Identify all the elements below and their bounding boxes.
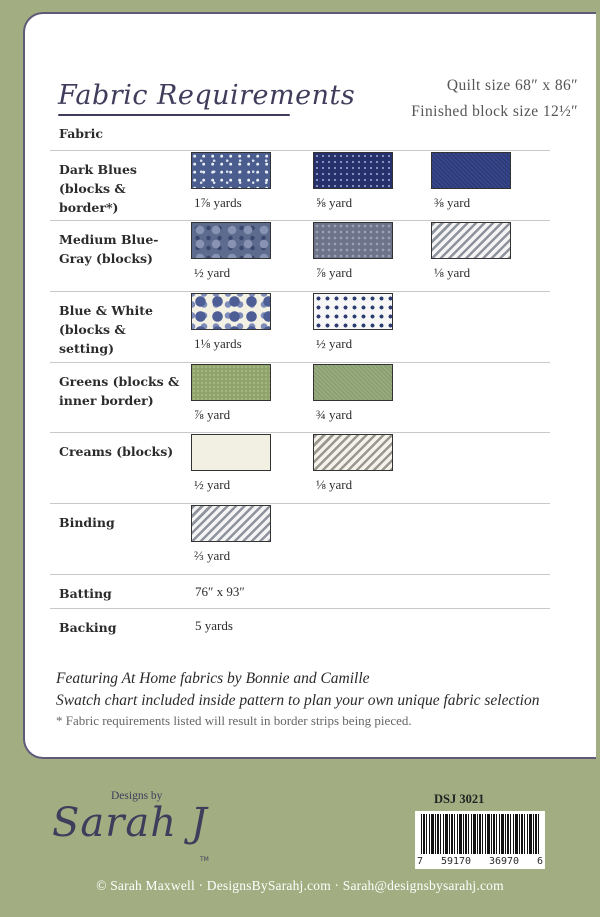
fabric-swatch [431,152,511,189]
quilt-size: Quilt size 68″ x 86″ [446,77,578,94]
fabric-amount: ⅝ yard [316,195,353,210]
fabric-item [313,152,396,211]
row-label: Creams (blocks) [59,444,174,459]
fabric-swatch [191,505,271,542]
fabric-amount: ½ yard [316,336,353,351]
fabric-swatch [191,222,271,259]
footer-contact: © Sarah Maxwell · DesignsBySarahj.com · Sarah@designsbysarahj.com [96,878,504,893]
fabric-amount: ⅜ yard [434,195,471,210]
fabric-row-greens [50,362,550,432]
fabric-row-dark-blues [50,150,550,220]
barcode-digit: 36970 [488,856,520,867]
fabric-swatch [431,222,511,259]
row-label: Blue & White (blocks & setting) [59,303,153,356]
row-label: Greens (blocks & inner border) [59,374,180,408]
fabric-item [431,222,514,281]
fabric-amount: ½ yard [194,265,231,280]
fabric-row-medium-blue-gray [50,220,550,291]
barcode-digit: 7 [417,856,424,867]
row-label: Batting [59,586,112,601]
row-batting [50,574,550,608]
fabric-item [191,364,274,423]
product-code: DSJ 3021 [434,792,485,806]
fabric-item [191,152,274,211]
barcode [415,811,545,869]
featuring-note [56,668,539,712]
fabric-swatch [191,364,271,401]
logo-trademark: TM [200,856,209,863]
fabric-amount: ⅛ yard [434,265,471,280]
fabric-amount: ¾ yard [316,407,353,422]
row-label: Binding [59,515,115,530]
logo-name: Sarah J [52,800,208,846]
logo-tagline: Designs by [111,790,163,802]
fabric-amount: 1⅞ yards [194,195,242,210]
featuring-line-2: Swatch chart included inside pattern to plan your own unique fabric selection [56,692,540,709]
row-label: Medium Blue-Gray (blocks) [59,232,159,266]
fabric-amount: ½ yard [194,477,231,492]
backing-value: 5 yards [195,618,233,633]
title-underline [58,114,290,116]
fabric-amount: ⅔ yard [194,548,231,563]
barcode-bars [421,814,539,854]
block-size: Finished block size 12½″ [411,103,578,120]
fabric-item [191,222,274,281]
fabric-item [191,434,274,493]
row-label: Dark Blues (blocks & border*) [59,162,137,215]
barcode-digit: 6 [536,856,543,867]
fabric-item [313,434,396,493]
row-label: Backing [59,620,117,635]
fabric-item [313,293,396,352]
fabric-item [191,293,274,352]
fabric-swatch [313,434,393,471]
row-backing [50,608,550,642]
footnote: * Fabric requirements listed will result in border strips being pieced. [56,713,412,728]
fabric-row-binding [50,503,550,574]
batting-value: 76″ x 93″ [195,584,245,599]
fabric-row-creams [50,432,550,503]
fabric-item [191,505,274,564]
barcode-digit: 59170 [440,856,472,867]
featuring-line-1: Featuring At Home fabrics by Bonnie and Camille [56,670,370,687]
fabric-swatch [191,152,271,189]
barcode-digits [415,856,545,867]
fabric-swatch [313,222,393,259]
fabric-swatch [313,152,393,189]
fabric-amount: 1⅛ yards [194,336,242,351]
fabric-swatch [191,434,271,471]
fabric-item [313,364,396,423]
fabric-item [431,152,514,211]
fabric-amount: ⅛ yard [316,477,353,492]
page-title: Fabric Requirements [58,80,356,111]
fabric-row-blue-white [50,291,550,362]
fabric-amount: ⅞ yard [316,265,353,280]
fabric-item [313,222,396,281]
fabric-amount: ⅞ yard [194,407,231,422]
fabric-column-header: Fabric [59,126,103,141]
fabric-swatch [313,293,393,330]
fabric-swatch [313,364,393,401]
fabric-swatch [191,293,271,330]
